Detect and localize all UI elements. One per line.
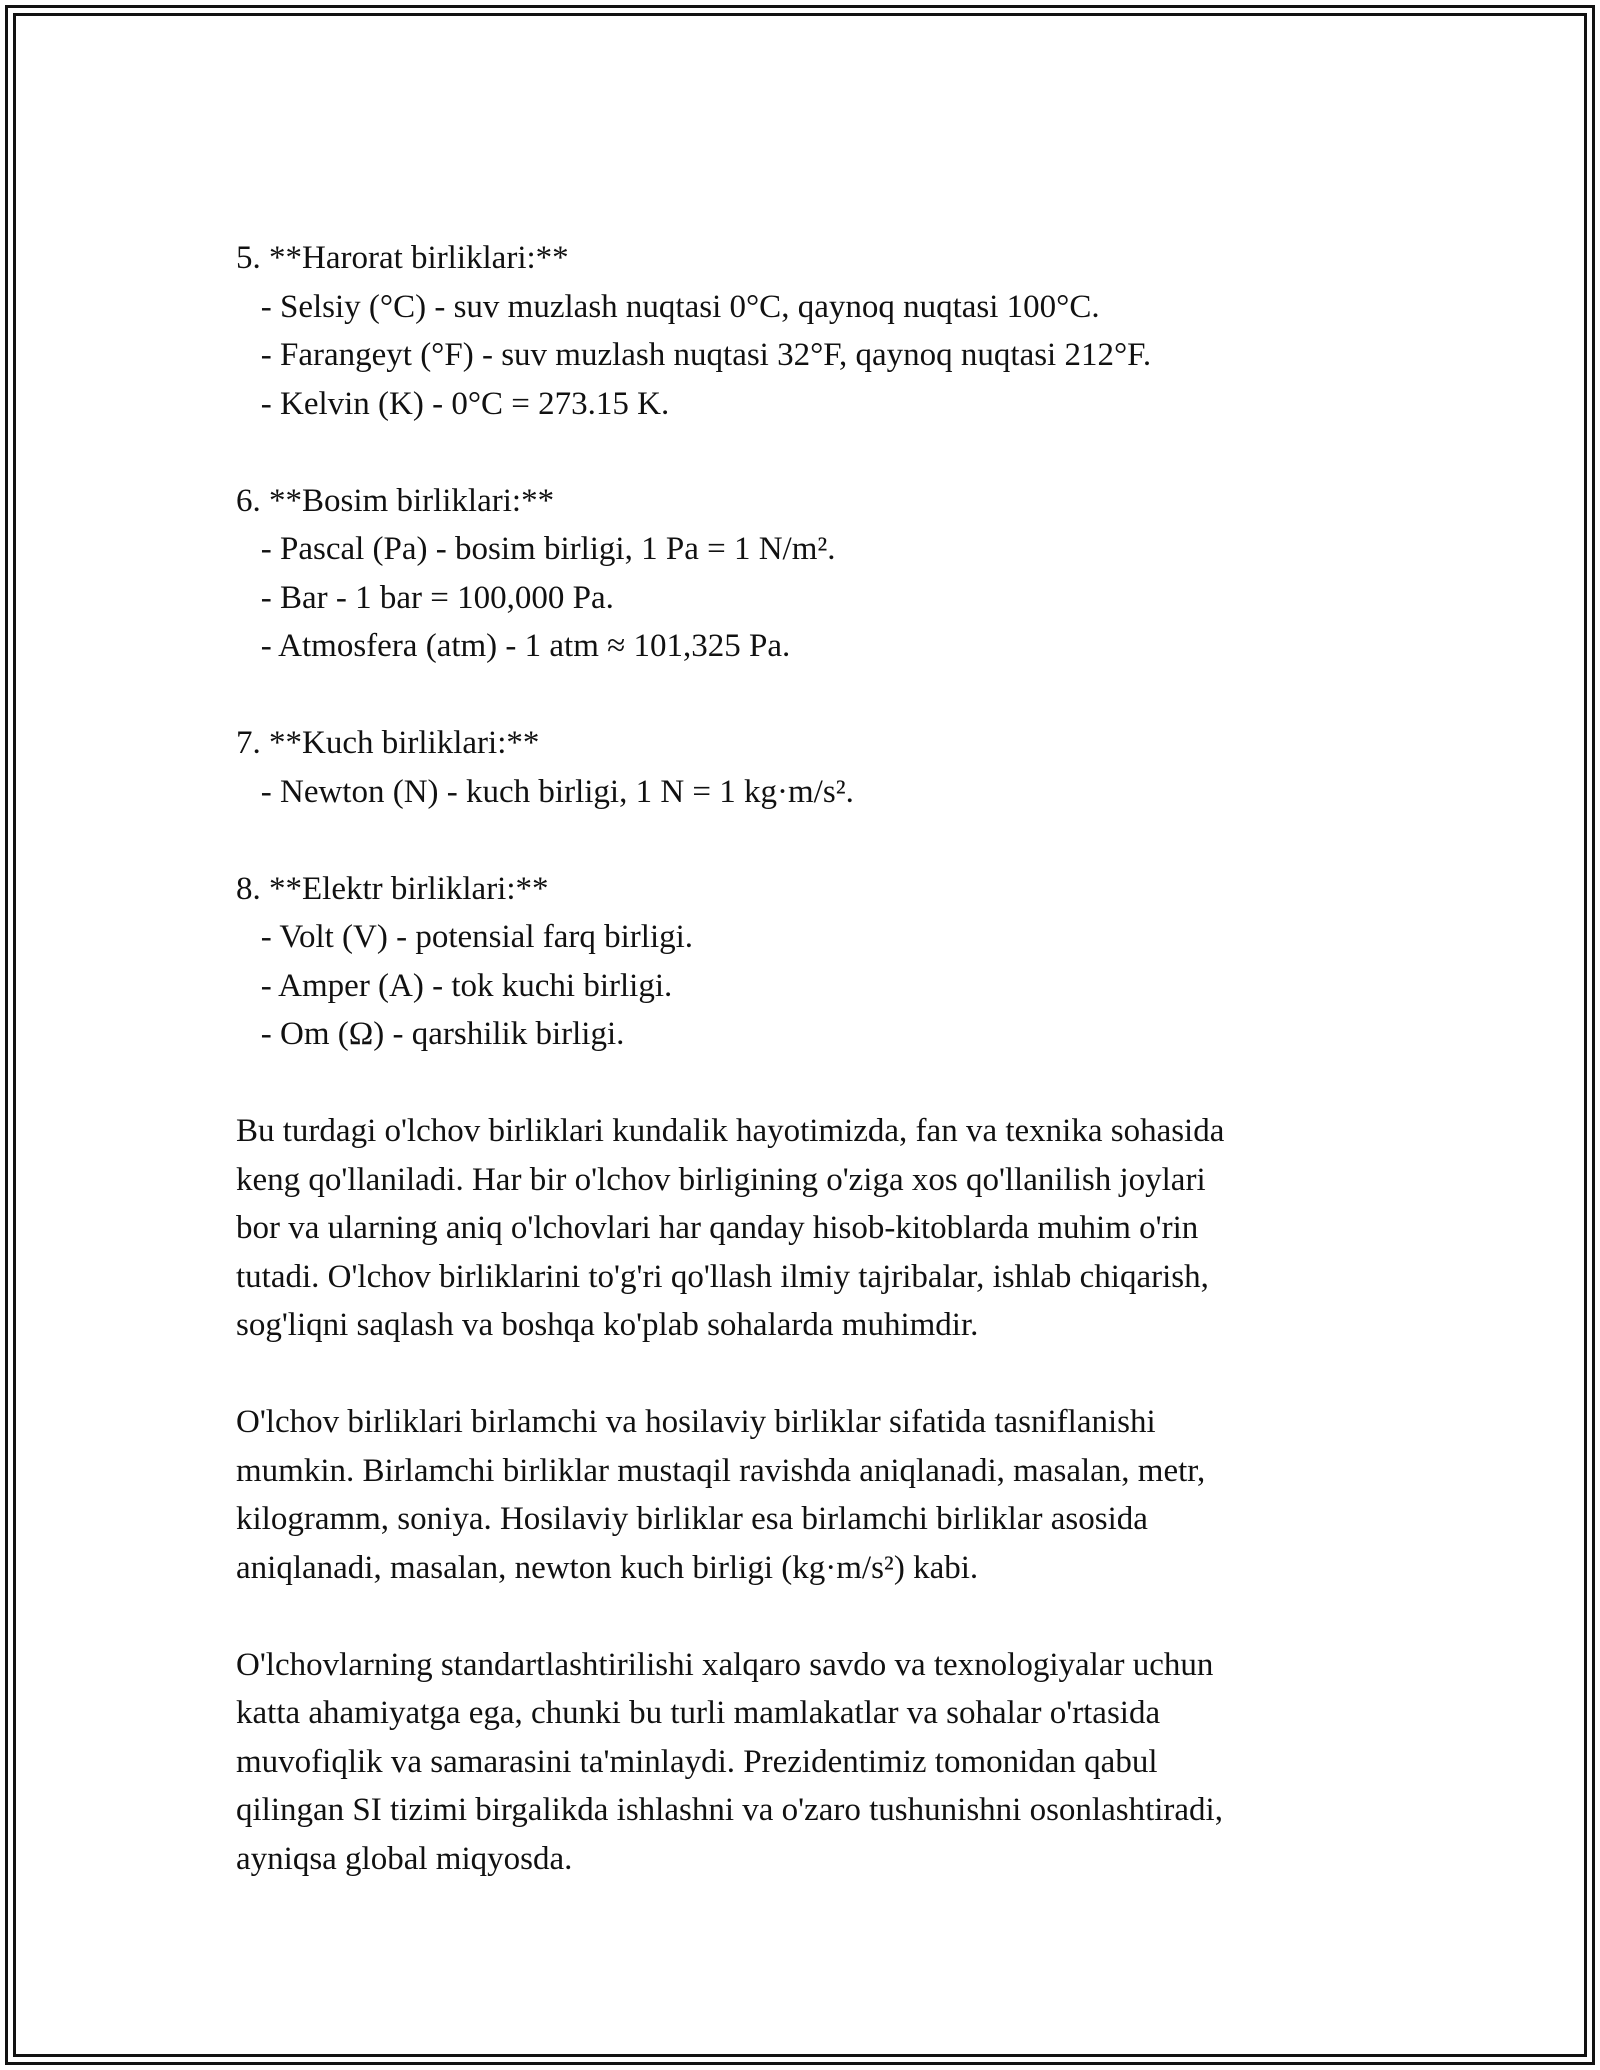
list-item: - Atmosfera (atm) - 1 atm ≈ 101,325 Pa. xyxy=(236,628,791,664)
paragraph-line: ayniqsa global miqyosda. xyxy=(236,1840,573,1877)
section-pressure-units xyxy=(236,477,1356,671)
list-item: - Kelvin (K) - 0°C = 273.15 K. xyxy=(236,385,670,422)
list-item: - Pascal (Pa) - bosim birligi, 1 Pa = 1 N/m². xyxy=(236,531,836,567)
paragraph-standardization xyxy=(236,1641,1356,1884)
list-item: - Newton (N) - kuch birligi, 1 N = 1 kg·m/s². xyxy=(236,773,854,810)
paragraph-line: Bu turdagi o'lchov birliklari kundalik hayotimizda, fan va texnika sohasida xyxy=(236,1113,1225,1149)
paragraph-usage xyxy=(236,1107,1356,1350)
section-electrical-units xyxy=(236,865,1356,1059)
list-item: - Om (Ω) - qarshilik birligi. xyxy=(236,1016,625,1052)
paragraph-classification xyxy=(236,1398,1356,1592)
list-item: - Farangeyt (°F) - suv muzlash nuqtasi 32°F, qaynoq nuqtasi 212°F. xyxy=(236,337,1152,373)
paragraph-line: O'lchovlarning standartlashtirilishi xalqaro savdo va texnologiyalar uchun xyxy=(236,1646,1214,1683)
paragraph-line: katta ahamiyatga ega, chunki bu turli mamlakatlar va sohalar o'rtasida xyxy=(236,1695,1161,1731)
section-heading: 6. **Bosim birliklari:** xyxy=(236,482,555,519)
list-item: - Bar - 1 bar = 100,000 Pa. xyxy=(236,579,614,616)
section-heading: 8. **Elektr birliklari:** xyxy=(236,870,549,907)
paragraph-line: mumkin. Birlamchi birliklar mustaqil ravishda aniqlanadi, masalan, metr, xyxy=(236,1452,1206,1489)
paragraph-line: muvofiqlik va samarasini ta'minlaydi. Prezidentimiz tomonidan qabul xyxy=(236,1743,1158,1780)
paragraph-line: O'lchov birliklari birlamchi va hosilaviy birliklar sifatida tasniflanishi xyxy=(236,1404,1156,1440)
paragraph-line: qilingan SI tizimi birgalikda ishlashni va o'zaro tushunishni osonlashtiradi, xyxy=(236,1792,1223,1828)
paragraph-line: tutadi. O'lchov birliklarini to'g'ri qo'llash ilmiy tajribalar, ishlab chiqarish, xyxy=(236,1258,1209,1295)
section-temperature-units xyxy=(236,234,1356,428)
list-item: - Selsiy (°C) - suv muzlash nuqtasi 0°C, qaynoq nuqtasi 100°C. xyxy=(236,288,1100,325)
paragraph-line: kilogramm, soniya. Hosilaviy birliklar esa birlamchi birliklar asosida xyxy=(236,1501,1148,1537)
paragraph-line: sog'liqni saqlash va boshqa ko'plab sohalarda muhimdir. xyxy=(236,1307,979,1343)
paragraph-line: bor va ularning aniq o'lchovlari har qanday hisob-kitoblarda muhim o'rin xyxy=(236,1210,1199,1246)
document-body xyxy=(236,234,1356,1883)
section-heading: 5. **Harorat birliklari:** xyxy=(236,240,569,276)
list-item: - Volt (V) - potensial farq birligi. xyxy=(236,919,694,955)
section-force-units xyxy=(236,719,1356,816)
paragraph-line: keng qo'llaniladi. Har bir o'lchov birligining o'ziga xos qo'llanilish joylari xyxy=(236,1161,1206,1198)
section-heading: 7. **Kuch birliklari:** xyxy=(236,725,540,761)
list-item: - Amper (A) - tok kuchi birligi. xyxy=(236,967,673,1004)
paragraph-line: aniqlanadi, masalan, newton kuch birligi (kg·m/s²) kabi. xyxy=(236,1549,979,1586)
